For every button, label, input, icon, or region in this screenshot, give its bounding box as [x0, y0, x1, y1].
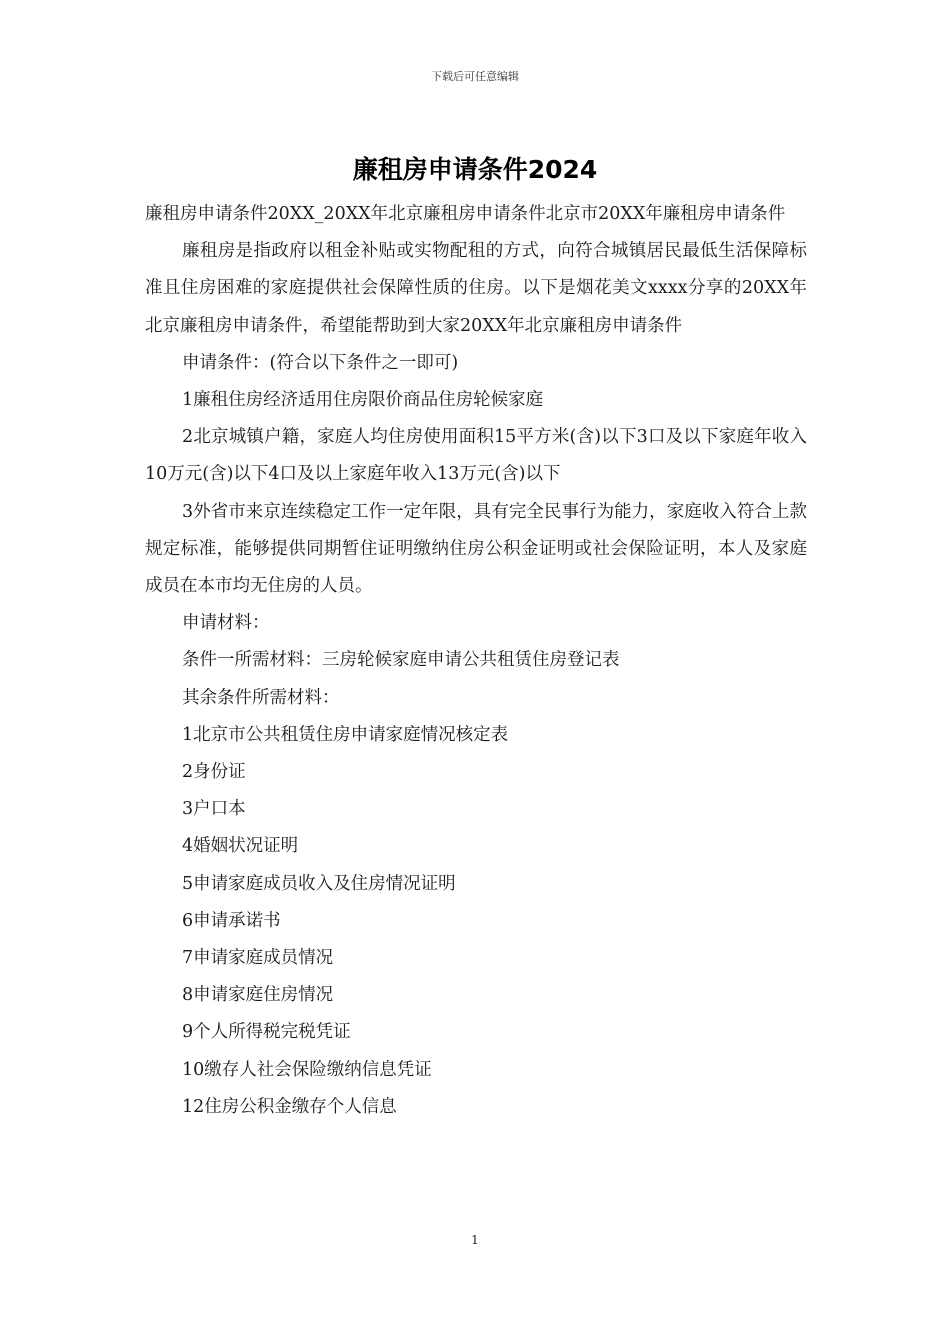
intro-paragraph: 廉租房是指政府以租金补贴或实物配租的方式，向符合城镇居民最低生活保障标准且住房困难的家庭提供社会保障性质的住房。以下是烟花美文xxxx分享的20XX年北京廉租房申请条件，希望能帮助到大家20XX年北京廉租房申请条件	[145, 241, 807, 336]
material-item: 1北京市公共租赁住房申请家庭情况核定表	[182, 724, 509, 745]
header-note: 下载后可任意编辑	[431, 70, 519, 83]
material-item: 9个人所得税完税凭证	[182, 1022, 351, 1043]
material-item: 3户口本	[182, 799, 246, 820]
document-body	[145, 196, 807, 1126]
materials-heading: 申请材料：	[182, 613, 270, 634]
document-title: 廉租房申请条件2024	[352, 155, 598, 184]
material-item: 10缴存人社会保险缴纳信息凭证	[182, 1059, 432, 1080]
material-item: 6申请承诺书	[182, 910, 281, 931]
material-item: 12住房公积金缴存个人信息	[182, 1096, 397, 1117]
material-item: 5申请家庭成员收入及住房情况证明	[182, 873, 456, 894]
materials-condition-one: 条件一所需材料：三房轮候家庭申请公共租赁住房登记表	[182, 650, 620, 671]
conditions-heading: 申请条件：(符合以下条件之一即可)	[182, 352, 459, 373]
condition-item: 3外省市来京连续稳定工作一定年限，具有完全民事行为能力，家庭收入符合上款规定标准，能够提供同期暂住证明缴纳住房公积金证明或社会保险证明，本人及家庭成员在本市均无住房的人员。	[145, 501, 807, 597]
material-item: 2身份证	[182, 762, 246, 783]
subtitle-paragraph: 廉租房申请条件20XX_20XX年北京廉租房申请条件北京市20XX年廉租房申请条件	[145, 204, 786, 224]
page-number: 1	[471, 1233, 479, 1247]
material-item: 7申请家庭成员情况	[182, 948, 334, 969]
condition-item: 2北京城镇户籍，家庭人均住房使用面积15平方米(含)以下3口及以下家庭年收入10万元(含)以下4口及以上家庭年收入13万元(含)以下	[145, 427, 807, 485]
condition-item: 1廉租住房经济适用住房限价商品住房轮候家庭	[182, 390, 544, 411]
material-item: 4婚姻状况证明	[182, 836, 299, 857]
material-item: 8申请家庭住房情况	[182, 985, 334, 1006]
materials-other-heading: 其余条件所需材料：	[182, 687, 340, 708]
